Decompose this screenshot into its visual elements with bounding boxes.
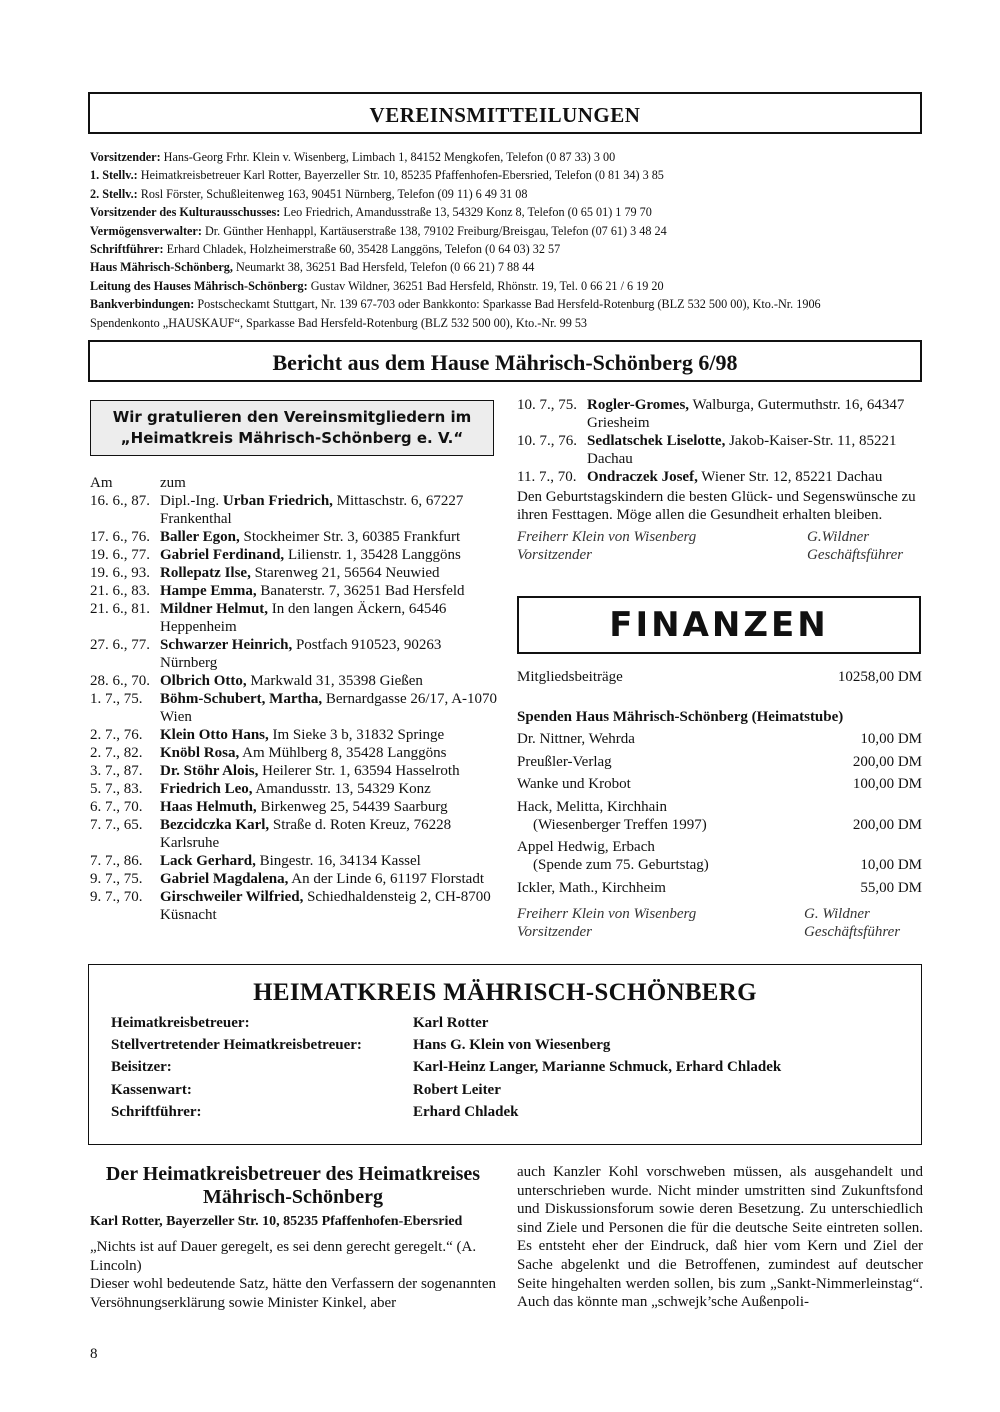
board-row — [90, 240, 930, 258]
birthday-address: Jakob-Kaiser-Str. 11, 85221 Dachau — [587, 433, 897, 467]
birthday-entry — [160, 672, 500, 690]
birthday-name: Rollepatz Ilse, — [160, 565, 251, 581]
birthday-entry — [160, 780, 500, 798]
birthday-name: Schwarzer Heinrich, — [160, 637, 293, 653]
birthday-row — [90, 852, 500, 870]
board-members-list — [90, 148, 930, 332]
greeting-line-1: Wir gratulieren den Vereinsmitgliedern im — [112, 408, 472, 426]
birthday-header — [90, 474, 500, 492]
birthday-address: Lilienstr. 1, 35428 Langgöns — [284, 547, 461, 563]
birthday-address: Banaterstr. 7, 36251 Bad Hersfeld — [256, 583, 465, 599]
article-paragraph-right: auch Kanzler Kohl vorschweben müssen, als ausgehandelt und unterschrieben wurde. Nicht minder umstritten sind Zukunftsfond und Diskussionsforum sowie deren Besetzung. Zu unterschiedlich sind Ziele und Personen die für die deutsche Seite eintreten sollen. Es entsteht eher der Eindruck, daß hier vom Kern und Ziel der Sache abgelenkt und die Betroffenen, zumindest auf deutscher Seite hingehalten werden sollen, bis zum „Sankt-Nimmerleinstag“. Auch das könnte man „schwejk’sche Außenpoli- — [517, 1164, 923, 1311]
article-title-line-2: Mährisch-Schönberg — [203, 1186, 383, 1208]
board-text: Erhard Chladek, Holzheimerstraße 60, 35428 Langgöns, Telefon (0 64 03) 32 57 — [163, 242, 561, 257]
birthday-date: 7. 7., 65. — [90, 817, 143, 833]
board-label: Haus Mährisch-Schönberg, — [90, 260, 233, 275]
birthday-address: Heilerer Str. 1, 63594 Hasselroth — [258, 763, 460, 779]
birthday-address: Am Mühlberg 8, 35428 Langgöns — [239, 745, 447, 761]
birthday-entry — [160, 852, 500, 870]
bericht-title: Bericht aus dem Hause Mährisch-Schönberg 6/98 — [88, 340, 922, 382]
article-paragraph-left: Dieser wohl bedeutende Satz, hätte den Verfassern der sogenannten Versöhnungserklärung sowie Minister Kinkel, aber — [90, 1276, 496, 1311]
donation-amount: 10,00 DM — [860, 857, 922, 873]
birthday-row — [90, 726, 500, 744]
birthday-date: 28. 6., 70. — [90, 673, 150, 689]
birthday-name: Klein Otto Hans, — [160, 727, 269, 743]
birthday-address: Birkenweg 25, 54439 Saarburg — [256, 799, 448, 815]
birthday-date: 10. 7., 76. — [517, 433, 577, 449]
board-label: Bankverbindungen: — [90, 297, 195, 312]
birthday-address: Wiener Str. 12, 85221 Dachau — [697, 469, 883, 485]
birthday-date: 9. 7., 70. — [90, 889, 143, 905]
greeting-box — [90, 400, 494, 456]
birthday-name: Gabriel Magdalena, — [160, 871, 289, 887]
birthday-date: 2. 7., 76. — [90, 727, 143, 743]
article-left-column — [90, 1238, 496, 1312]
donation-item — [517, 730, 922, 748]
birthday-entry — [160, 492, 500, 528]
header-zum: zum — [160, 475, 186, 491]
birthday-date: 21. 6., 81. — [90, 601, 150, 617]
hk-value: Karl-Heinz Langer, Marianne Schmuck, Erhard Chladek — [413, 1059, 782, 1075]
birthday-date: 1. 7., 75. — [90, 691, 143, 707]
birthday-entry — [160, 564, 500, 582]
board-text: Spendenkonto „HAUSKAUF“, Sparkasse Bad Hersfeld-Rotenburg (BLZ 532 500 00), Kto.-Nr. 99 53 — [90, 315, 588, 330]
birthday-entry — [160, 870, 500, 888]
birthday-name: Gabriel Ferdinand, — [160, 547, 285, 563]
board-text: Hans-Georg Frhr. Klein v. Wisenberg, Limbach 1, 84152 Mengkofen, Telefon (0 87 33) 3 00 — [160, 150, 616, 164]
donation-note: (Wiesenberger Treffen 1997) — [533, 816, 707, 833]
birthday-name: Mildner Helmut, — [160, 601, 269, 617]
board-label: Leitung des Hauses Mährisch-Schönberg: — [90, 278, 308, 293]
birthday-date: 10. 7., 75. — [517, 397, 577, 413]
birthday-address: Starenweg 21, 56564 Neuwied — [250, 565, 440, 581]
birthday-address: Amandusstr. 13, 54329 Konz — [252, 781, 431, 797]
board-row — [90, 295, 930, 313]
fin-spenden-title: Spenden Haus Mährisch-Schönberg (Heimatstube) — [517, 709, 844, 725]
birthday-name: Urban Friedrich, — [222, 493, 333, 509]
heimatkreis-box — [88, 964, 922, 1145]
birthday-name: Haas Helmuth, — [160, 799, 257, 815]
donation-item — [517, 838, 922, 874]
right-column — [517, 396, 925, 564]
birthday-date: 6. 7., 70. — [90, 799, 143, 815]
article-title-line-1: Der Heimatkreisbetreuer des Heimatkreises — [105, 1163, 481, 1185]
hk-label: Heimatkreisbetreuer: — [111, 1015, 250, 1031]
birthday-entry — [160, 546, 500, 564]
signature-block-1 — [517, 528, 925, 564]
board-label: Vorsitzender des Kulturausschusses: — [90, 205, 281, 220]
birthday-entry — [587, 396, 925, 432]
board-row — [90, 185, 930, 203]
board-row — [90, 258, 930, 276]
birthday-row — [90, 780, 500, 798]
birthday-entry — [160, 744, 500, 762]
sig1-right-role: Geschäftsführer — [807, 547, 904, 563]
birthday-row — [90, 546, 500, 564]
donation-note: (Spende zum 75. Geburtstag) — [533, 857, 709, 873]
donation-amount: 200,00 DM — [852, 753, 922, 770]
birthday-date: 11. 7., 70. — [517, 469, 577, 485]
birthday-entry — [160, 726, 500, 744]
hk-label: Schriftführer: — [111, 1104, 202, 1120]
birthday-date: 5. 7., 83. — [90, 781, 143, 797]
birthday-name: Bezcidczka Karl, — [160, 817, 270, 833]
finanzen-section — [517, 668, 922, 941]
birthday-entry — [160, 582, 500, 600]
page-number: 8 — [90, 1346, 98, 1362]
donation-donor: Wanke und Krobot — [517, 776, 631, 792]
birthday-name: Baller Egon, — [160, 529, 240, 545]
sig1-left-name: Freiherr Klein von Wisenberg — [517, 529, 697, 545]
birthday-row — [90, 528, 500, 546]
birthday-name: Girschweiler Wilfried, — [160, 889, 304, 905]
hk-label: Stellvertretender Heimatkreisbetreuer: — [111, 1037, 362, 1053]
board-text: Gustav Wildner, 36251 Bad Hersfeld, Rhönstr. 19, Tel. 0 66 21 / 6 19 20 — [307, 278, 664, 293]
birthday-row — [90, 600, 500, 636]
board-row — [90, 222, 930, 240]
birthday-entry — [160, 528, 500, 546]
donation-donor: Preußler-Verlag — [517, 753, 612, 770]
birthday-address: In den langen Äckern, 64546 Heppenheim — [160, 601, 447, 635]
header-am: Am — [90, 475, 113, 491]
board-text: Rosl Förster, Schußleitenweg 163, 90451 Nürnberg, Telefon (09 11) 6 49 31 08 — [137, 186, 528, 201]
birthday-entry — [587, 432, 925, 468]
birthday-name: Sedlatschek Liselotte, — [587, 433, 726, 449]
birthday-address: Bernardgasse 26/17, A-1070 Wien — [160, 691, 498, 725]
donation-item — [517, 879, 922, 897]
birthday-row — [90, 564, 500, 582]
donation-donor: Hack, Melitta, Kirchhain — [517, 798, 667, 815]
birthday-row — [90, 870, 500, 888]
birthday-address: Bingestr. 16, 34134 Kassel — [255, 853, 421, 869]
birthday-row — [90, 762, 500, 780]
birthday-entry — [160, 816, 500, 852]
vereinsmitteilungen-title: VEREINSMITTEILUNGEN — [88, 92, 922, 134]
birthday-row — [90, 492, 500, 528]
hk-value: Erhard Chladek — [413, 1104, 519, 1120]
board-text: Dr. Günther Henhappl, Kartäuserstraße 138, 79102 Freiburg/Breisgau, Telefon (07 61) 3 48 24 — [201, 223, 667, 238]
birthday-address: Stockheimer Str. 3, 60385 Frankfurt — [239, 529, 461, 545]
birthday-entry — [160, 762, 500, 780]
birthday-row — [517, 396, 925, 432]
board-row — [90, 148, 930, 166]
board-text: Postscheckamt Stuttgart, Nr. 139 67-703 oder Bankkonto: Sparkasse Bad Hersfeld-Rotenburg (BLZ 532 500 00), Kto.-Nr. 1906 — [194, 297, 821, 312]
board-text: Leo Friedrich, Amandusstraße 13, 54329 Konz 8, Telefon (0 65 01) 1 79 70 — [280, 205, 652, 220]
signature-block-2 — [517, 905, 922, 941]
birthday-row — [90, 636, 500, 672]
birthday-row — [517, 432, 925, 468]
birthday-name: Böhm-Schubert, Martha, — [160, 691, 323, 707]
birthday-row — [90, 690, 500, 726]
birthday-address: Postfach 910523, 90263 Nürnberg — [160, 637, 442, 671]
donation-donor: Dr. Nittner, Wehrda — [517, 731, 635, 747]
birthday-entry — [160, 798, 500, 816]
birthday-entry — [587, 468, 925, 486]
hk-value: Karl Rotter — [413, 1015, 489, 1031]
birthday-entry — [160, 888, 500, 924]
birthday-row — [90, 798, 500, 816]
donation-item — [517, 775, 922, 793]
birthday-name: Ondraczek Josef, — [587, 469, 698, 485]
birthday-date: 3. 7., 87. — [90, 763, 143, 779]
birthday-date: 27. 6., 77. — [90, 637, 150, 653]
article-title — [90, 1163, 496, 1209]
birthday-name: Hampe Emma, — [160, 583, 257, 599]
donation-item — [517, 753, 922, 771]
birthday-date: 2. 7., 82. — [90, 745, 143, 761]
board-label: Vermögensverwalter: — [90, 223, 202, 238]
birthday-entry — [160, 690, 500, 726]
sig2-right-name: G. Wildner — [804, 905, 870, 922]
birthday-row — [90, 582, 500, 600]
birthday-name: Rogler-Gromes, — [587, 397, 690, 413]
birthday-name: Dr. Stöhr Alois, — [160, 763, 259, 779]
birthday-entry — [160, 636, 500, 672]
birthday-date: 16. 6., 87. — [90, 493, 150, 509]
wishes-text: Den Geburtstagskindern die besten Glück- und Segenswünsche zu ihren Festtagen. Möge allen die Gesundheit erhalten bleiben. — [517, 489, 916, 523]
sig1-right-name: G.Wildner — [807, 529, 870, 545]
board-label: 1. Stellv.: — [90, 168, 138, 183]
hk-value: Robert Leiter — [413, 1082, 501, 1098]
hk-value: Hans G. Klein von Wiesenberg — [413, 1037, 611, 1053]
donation-amount: 55,00 DM — [860, 879, 922, 896]
birthday-row — [90, 744, 500, 762]
board-text: Neumarkt 38, 36251 Bad Hersfeld, Telefon (0 66 21) 7 88 44 — [232, 260, 535, 275]
sig2-left-role: Vorsitzender — [517, 923, 592, 940]
board-row — [90, 203, 930, 221]
birthday-date: 19. 6., 93. — [90, 565, 150, 581]
birthday-date: 19. 6., 77. — [90, 547, 150, 563]
sig1-left-role: Vorsitzender — [517, 547, 592, 563]
board-row — [90, 314, 930, 332]
sig2-left-name: Freiherr Klein von Wisenberg — [517, 905, 697, 922]
fin-mitglied-amount: 10258,00 DM — [837, 669, 922, 685]
birthday-address: Im Sieke 3 b, 31832 Springe — [268, 727, 445, 743]
board-text: Heimatkreisbetreuer Karl Rotter, Bayerzeller Str. 10, 85235 Pfaffenhofen-Ebersried, Telefon (0 81 34) 3 85 — [137, 168, 664, 183]
board-label: 2. Stellv.: — [90, 186, 138, 201]
birthday-date: 7. 7., 86. — [90, 853, 143, 869]
hk-label: Beisitzer: — [111, 1059, 172, 1075]
greeting-line-2: „Heimatkreis Mährisch-Schönberg e. V.“ — [120, 429, 464, 447]
article-subtitle: Karl Rotter, Bayerzeller Str. 10, 85235 Pfaffenhofen-Ebersried — [90, 1214, 463, 1229]
birthday-row — [517, 468, 925, 486]
board-label: Vorsitzender: — [90, 150, 161, 164]
birthday-row — [90, 672, 500, 690]
article-quote: „Nichts ist auf Dauer geregelt, es sei denn gerecht geregelt.“ (A. Lincoln) — [90, 1239, 477, 1274]
hk-label: Kassenwart: — [111, 1082, 192, 1098]
donation-item — [517, 798, 922, 834]
birthday-address: Mittaschstr. 6, 67227 Frankenthal — [160, 493, 464, 527]
birthday-address: Straße d. Roten Kreuz, 76228 Karlsruhe — [160, 817, 452, 851]
donation-donor: Ickler, Math., Kirchheim — [517, 879, 666, 896]
birthday-row — [90, 888, 500, 924]
heimatkreis-title: HEIMATKREIS MÄHRISCH-SCHÖNBERG — [253, 979, 757, 1006]
donation-amount: 10,00 DM — [860, 731, 922, 747]
birthday-entry — [160, 600, 500, 636]
donation-amount: 200,00 DM — [852, 816, 922, 833]
birthday-title: Dipl.-Ing. — [160, 493, 223, 509]
board-label: Schriftführer: — [90, 242, 164, 257]
donation-donor: Appel Hedwig, Erbach — [517, 839, 655, 855]
birthday-name: Lack Gerhard, — [160, 853, 256, 869]
birthday-name: Friedrich Leo, — [160, 781, 253, 797]
fin-mitglied-row — [517, 668, 922, 686]
birthday-address: Markwald 31, 35398 Gießen — [246, 673, 423, 689]
birthday-row — [90, 816, 500, 852]
birthday-name: Olbrich Otto, — [160, 673, 247, 689]
fin-mitglied-label: Mitgliedsbeiträge — [517, 669, 623, 685]
birthday-address: Walburga, Gutermuthstr. 16, 64347 Griesheim — [587, 397, 905, 431]
birthday-date: 9. 7., 75. — [90, 871, 143, 887]
birthday-name: Knöbl Rosa, — [160, 745, 240, 761]
board-row — [90, 277, 930, 295]
birthday-list-left — [90, 474, 500, 924]
birthday-date: 17. 6., 76. — [90, 529, 150, 545]
finanzen-title: FINANZEN — [517, 596, 921, 654]
donation-amount: 100,00 DM — [852, 776, 922, 792]
board-row — [90, 166, 930, 184]
birthday-address: Schiedhaldensteig 2, CH-8700 Küsnacht — [160, 889, 491, 923]
sig2-right-role: Geschäftsführer — [804, 923, 901, 940]
birthday-address: An der Linde 6, 61197 Florstadt — [288, 871, 485, 887]
birthday-date: 21. 6., 83. — [90, 583, 150, 599]
